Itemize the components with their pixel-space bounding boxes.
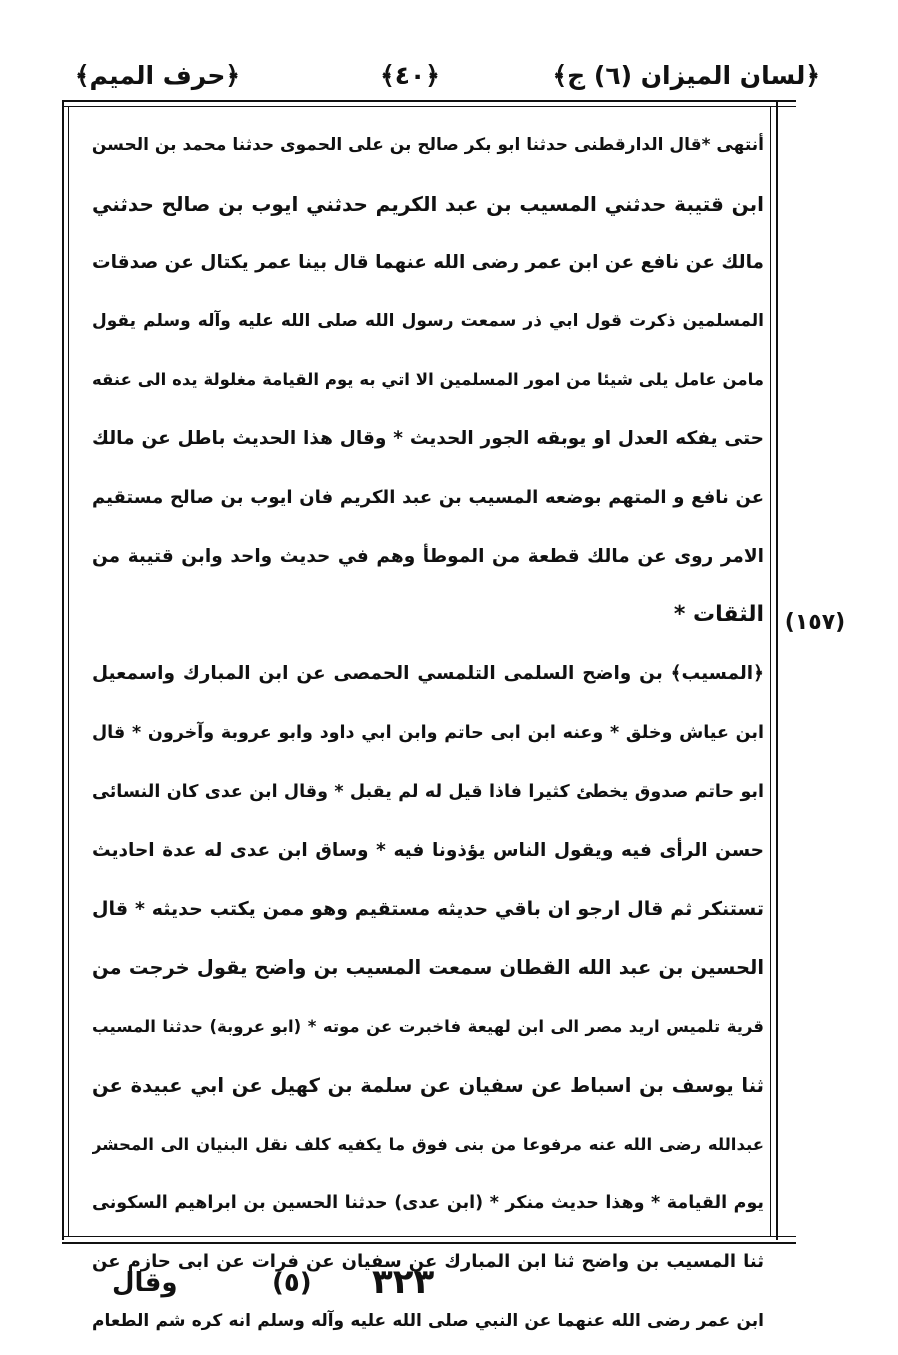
text-line: قرية تلميس اريد مصر الى ابن لهيعة فاخبرت عن موته * (ابو عروبة) حدثنا المسيب [92,1016,764,1036]
header-rule-bottom [62,106,796,107]
entry-number: (١٥٧) [784,610,846,635]
text-line: الحسين بن عبد الله القطان سمعت المسيب بن واضح يقول خرجت من [92,956,764,980]
text-line: ابن عمر رضى الله عنهما عن النبي صلى الله عليه وآله وسلم انه كره شم الطعام [92,1310,764,1331]
text-line: عبدالله رضى الله عنه مرفوعا من بنى فوق ما يكفيه كلف نقل البنيان الى المحشر [92,1134,764,1154]
text-line: أنتهى *قال الدارقطنى حدثنا ابو بكر صالح بن على الحموى حدثنا محمد بن الحسن [92,135,764,155]
page-number: ٣٢٣ [372,1262,435,1302]
text-line: حسن الرأى فيه ويقول الناس يؤذونا فيه * وساق ابن عدى له عدة احاديث [92,839,764,861]
frame-right-rule [776,100,778,1240]
text-line: مالك عن نافع عن ابن عمر رضى الله عنهما قال بينا عمر يكتال عن صدقات [92,251,764,273]
text-line: الامر روى عن مالك قطعة من الموطأ وهم في حديث واحد وابن قتيبة من [92,545,764,567]
text-line: ابن قتيبة حدثني المسيب بن عبد الكريم حدثني ايوب بن صالح حدثني [92,191,764,216]
frame-left-rule [62,100,64,1240]
text-line: الثقات * [673,602,764,628]
text-line: ابن عياش وخلق * وعنه ابن ابى حاتم وابن ابي داود وابو عروبة وآخرون * قال [92,722,764,743]
text-line: المسلمين ذكرت قول ابي ذر سمعت رسول الله صلى الله عليه وآله وسلم يقول [92,311,764,332]
header-rule-top [62,100,796,102]
signature-mark: (٥) [272,1268,312,1298]
frame-right-inner-rule [770,106,771,1236]
chapter-title: ﴿حرف الميم﴾ [74,61,240,90]
text-line: ابو حاتم صدوق يخطئ كثيرا فاذا قيل له لم يقبل * وقال ابن عدى كان النسائى [92,781,764,802]
catchword: وقال [112,1268,178,1298]
text-line: حتى يفكه العدل او يوبقه الجور الحديث * وقال هذا الحديث باطل عن مالك [92,427,764,449]
running-title: ﴿لسان الميزان (٦) ج﴾ [552,61,820,90]
text-line: يوم القيامة * وهذا حديث منكر * (ابن عدى) حدثنا الحسين بن ابراهيم السكونى [92,1193,764,1214]
text-line: ثنا المسيب بن واضح ثنا ابن المبارك عن سفيان عن فرات عن ابى حازم عن [92,1251,764,1273]
text-line: عن نافع و المتهم بوضعه المسيب بن عبد الكريم فان ايوب بن صالح مستقيم [92,486,764,508]
entry-heading-line: ﴿المسيب﴾ بن واضح السلمى التلمسي الحمصى عن ابن المبارك واسمعيل [92,663,764,685]
text-line: تستنكر ثم قال ارجو ان باقي حديثه مستقيم وهو ممن يكتب حديثه * قال [92,898,764,921]
header-page-number: ﴿٤٠﴾ [380,61,440,90]
frame-left-inner-rule [68,106,69,1236]
text-line: ثنا يوسف بن اسباط عن سفيان عن سلمة بن كهيل عن ابي عبيدة عن [92,1073,764,1097]
text-block [92,116,764,1351]
text-line: مامن عامل يلى شيئا من امور المسلمين الا اتي به يوم القيامة مغلولة يده الى عنقه [92,370,764,390]
